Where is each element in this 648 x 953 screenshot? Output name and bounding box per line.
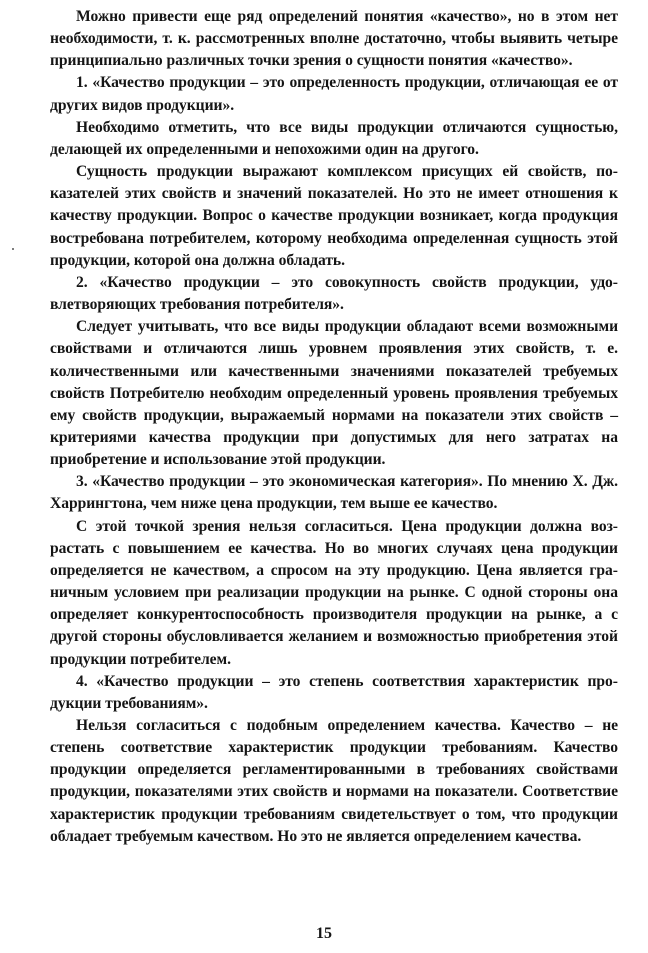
paragraph-intro: Можно привести еще ряд определений понятия «качество», но в этом нет необходимости, т. к. рассмотренных вполне достаточно, чтобы выявить четыре принципиально различных точки зрения о сущности понятия «качество».	[50, 8, 618, 70]
page-number: 15	[316, 925, 332, 942]
paragraph-comment-2: Следует учитывать, что все виды продукции обладают всеми возможными свойствами и отличаются лишь уровнем проявления этих свойств, т. е. количественными или качественными значениями показателей требуемых свойств Потребителю необходим определенный уровень проявления требуемых ему свойств продукции, выражаемый нормами на показатели этих свойств – критериями качества продукции при допустимых для него затратах на приобретение и использование этой продукции.	[50, 318, 618, 469]
paragraph-definition-1: 1. «Качество продукции – это определенность продукции, отличающая ее от других видов продукции».	[50, 74, 618, 114]
paragraph-comment-1b: Сущность продукции выражают комплексом присущих ей свойств, показателей этих свойств и значений показателей. Но это не имеет отношения к качеству продукции. Вопрос о качестве продукции возникает, когда продукция востребована потребителем, которому необходима определенная сущность этой продукции, которой она должна обладать.	[50, 163, 618, 269]
paragraph-comment-1a: Необходимо отметить, что все виды продукции отличаются сущностью, делающей их определенными и непохожими один на другого.	[50, 118, 618, 158]
paragraph-definition-3: 3. «Качество продукции – это экономическая категория». По мнению Х. Дж. Харрингтона, чем ниже цена продукции, тем выше ее качество.	[50, 473, 618, 513]
paragraph-definition-4: 4. «Качество продукции – это степень соответствия характеристик продукции требованиям».	[50, 672, 618, 712]
paragraph-definition-2: 2. «Качество продукции – это совокупность свойств продукции, удовлетворяющих требования потребителя».	[50, 273, 618, 314]
paragraph-comment-3: С этой точкой зрения нельзя согласиться. Цена продукции должна возрастать с повышением ее качества. Но во многих случаях цена продукции определяется не качеством, а спросом на эту продукцию. Цена является граничным условием при реализации продукции на рынке. С одной стороны она определяет конкурентоспособность производителя продукции на рынке, а с другой стороны обусловливается желанием и возможностью приобретения этой продукции потребителем.	[50, 517, 618, 668]
paragraph-comment-4: Нельзя согласиться с подобным определением качества. Качество – не степень соответствие характеристик продукции требованиям. Качество продукции определяется регламентированными в требованиях свойствами продукции, показателями этих свойств и нормами на показатели. Соответствие характеристик продукции требованиям свидетельствует о том, что продукции обладает требуемым качеством. Но это не является определением качества.	[50, 717, 618, 845]
scan-speck	[12, 248, 14, 250]
